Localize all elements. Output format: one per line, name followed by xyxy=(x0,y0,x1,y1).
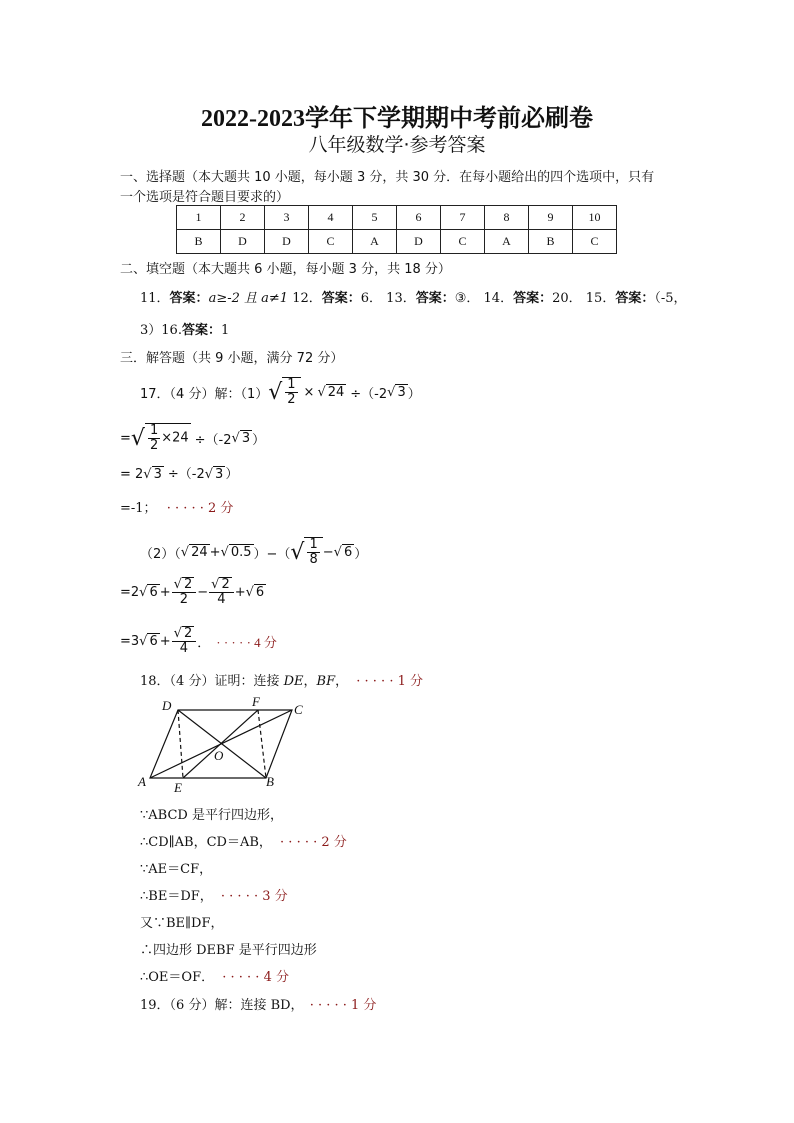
q17-part2-line1 xyxy=(140,532,367,572)
table-cell: C xyxy=(309,230,353,254)
minus-sign: − xyxy=(322,544,334,560)
section3-heading: 三．解答题（共 9 小题，满分 72 分） xyxy=(120,351,344,366)
frac-numerator: 1 xyxy=(287,377,296,393)
label-o: O xyxy=(214,748,224,763)
minus-sign: − xyxy=(197,584,209,600)
table-cell: 4 xyxy=(309,206,353,230)
q17-part2-line2 xyxy=(120,572,266,612)
fill-answers-line2 xyxy=(140,319,229,338)
table-cell: 9 xyxy=(529,206,573,230)
radicand: 3 xyxy=(397,385,406,400)
frac-numerator: 1 xyxy=(149,423,159,439)
q11-number: 11． xyxy=(140,291,170,306)
table-cell: D xyxy=(397,230,441,254)
radicand: 2 xyxy=(183,626,193,642)
step-text: ∴CD∥AB，CD＝AB， xyxy=(140,835,272,850)
section2-heading: 二、填空题（本大题共 6 小题，每小题 3 分，共 18 分） xyxy=(120,262,451,277)
q17-part2-line3 xyxy=(120,621,277,661)
label-f: F xyxy=(252,694,260,709)
fraction xyxy=(209,577,234,606)
plus-sign: + xyxy=(234,584,246,600)
q18-step2 xyxy=(140,831,347,850)
q18-step3: ∵AE＝CF， xyxy=(140,862,213,877)
q11-answer: a≥-2 且 a≠1 xyxy=(208,291,289,306)
sqrt-sign: √ xyxy=(204,467,214,482)
expr-prefix: = 2 xyxy=(120,467,144,482)
answer-label: 答案： xyxy=(321,291,361,306)
score-mark: · · · · · 3 分 xyxy=(220,889,288,904)
table-cell: 7 xyxy=(441,206,485,230)
table-cell: 1 xyxy=(177,206,221,230)
plus-sign: + xyxy=(209,544,221,560)
sqrt-sign: √ xyxy=(173,626,182,642)
radicand xyxy=(304,537,322,566)
segment-de-dashed xyxy=(178,710,183,778)
sqrt-sign: √ xyxy=(333,544,342,560)
q15-answer: （-5， xyxy=(654,291,687,306)
table-cell: 5 xyxy=(353,206,397,230)
times-sign: × xyxy=(303,384,315,400)
q19-label: 19．（6 分）解：连接 BD， xyxy=(140,998,304,1013)
step-text: ∴BE＝DF， xyxy=(140,889,213,904)
answer-table xyxy=(176,205,617,254)
paren-close: ） xyxy=(225,467,239,482)
table-cell: A xyxy=(485,230,529,254)
radicand: 24 xyxy=(191,545,208,560)
segment-bf-dashed xyxy=(258,710,266,778)
comma: ， xyxy=(335,674,349,689)
fraction xyxy=(172,577,197,606)
page-title: 2022-2023学年下学期期中考前必刷卷 xyxy=(201,106,593,132)
answer-table-number-row xyxy=(177,206,617,230)
answer-label: 答案： xyxy=(415,291,455,306)
sqrt-sign: √ xyxy=(231,430,240,446)
answer-label: 答案： xyxy=(169,291,209,306)
frac-denominator: 4 xyxy=(179,641,189,656)
q14-answer: 20． xyxy=(552,291,582,306)
result-text: =-1； xyxy=(120,501,157,516)
table-cell: C xyxy=(573,230,617,254)
plus-sign: + xyxy=(159,584,171,600)
sqrt-sign: √ xyxy=(220,544,229,560)
q17-line3 xyxy=(120,463,238,482)
q16-answer: 1 xyxy=(220,323,230,338)
divide-text: ÷（-2 xyxy=(194,432,232,448)
q17-line2 xyxy=(120,418,265,458)
frac-denominator: 8 xyxy=(309,552,318,567)
answer-label: 答案： xyxy=(181,323,221,338)
label-e: E xyxy=(174,780,182,795)
frac-denominator: 4 xyxy=(217,592,226,607)
q18-step6: ∴四边形 DEBF 是平行四边形 xyxy=(140,943,317,958)
times-24: ×24 xyxy=(161,431,189,446)
frac-numerator: 1 xyxy=(309,537,318,553)
radicand: 2 xyxy=(221,577,230,593)
step-text: ∴OE＝OF． xyxy=(140,970,215,985)
radicand: 3 xyxy=(215,467,224,482)
paren-close: ） xyxy=(407,386,421,402)
label-c: C xyxy=(294,702,303,717)
q16-number: 3）16. xyxy=(140,323,182,338)
table-cell: 2 xyxy=(221,206,265,230)
sqrt-sign: √ xyxy=(245,584,254,600)
radicand: 0.5 xyxy=(230,545,252,560)
sqrt-sign: √ xyxy=(143,467,152,482)
score-mark: · · · · · 2 分 xyxy=(280,835,347,850)
sqrt-sign: √ xyxy=(130,425,145,451)
score-mark: · · · · · 4 分 xyxy=(222,970,289,985)
plus-sign: + xyxy=(159,633,171,649)
sqrt-sign: √ xyxy=(180,544,190,560)
frac-denominator: 2 xyxy=(287,392,296,407)
score-mark: · · · · · 1 分 xyxy=(309,998,377,1013)
label-b: B xyxy=(266,774,274,789)
fraction xyxy=(172,626,197,655)
q18-line1 xyxy=(140,670,423,689)
label-a: A xyxy=(138,774,146,789)
parallelogram-figure xyxy=(130,690,320,800)
divide-text: ÷（-2 xyxy=(350,386,388,402)
q18-step4 xyxy=(140,885,288,904)
paren-close: ） xyxy=(354,546,368,562)
q17-label: 17．（4 分）解：（1） xyxy=(140,386,269,402)
q18-label: 18．（4 分）证明：连接 xyxy=(140,674,280,689)
q15-number: 15． xyxy=(581,291,616,306)
expr-prefix: =3 xyxy=(120,633,140,649)
table-cell: 8 xyxy=(485,206,529,230)
fill-answers-line1 xyxy=(140,287,687,306)
segment-bf: BF xyxy=(316,674,336,689)
section1-heading-line1: 一、选择题（本大题共 10 小题，每小题 3 分，共 30 分．在每小题给出的四个选项中，只有 xyxy=(120,170,655,185)
sqrt-sign: √ xyxy=(387,384,396,400)
radicand: 6 xyxy=(343,545,353,560)
q17-line1 xyxy=(140,372,421,412)
q14-number: 14． xyxy=(479,291,514,306)
table-cell: B xyxy=(177,230,221,254)
section1-heading-line2: 一个选项是符合题目要求的） xyxy=(120,190,290,205)
table-cell: B xyxy=(529,230,573,254)
radicand xyxy=(282,377,300,406)
score-mark: · · · · · 4 分 xyxy=(216,634,277,650)
segment-fe xyxy=(183,710,258,778)
table-cell: 3 xyxy=(265,206,309,230)
page-subtitle: 八年级数学·参考答案 xyxy=(308,134,486,156)
table-cell: A xyxy=(353,230,397,254)
frac-denominator: 2 xyxy=(149,438,159,453)
q12-number: 12． xyxy=(288,291,322,306)
radicand: 24 xyxy=(327,385,345,400)
sqrt-sign: √ xyxy=(173,577,182,593)
paren-close: ） xyxy=(252,432,266,448)
q19-line1 xyxy=(140,994,376,1013)
sqrt-sign: √ xyxy=(211,577,220,593)
answer-label: 答案： xyxy=(513,291,553,306)
sqrt-sign: √ xyxy=(268,379,283,405)
radicand: 6 xyxy=(255,585,265,600)
table-cell: D xyxy=(221,230,265,254)
sqrt-sign: √ xyxy=(139,584,148,600)
radicand: 3 xyxy=(153,467,162,482)
score-mark: · · · · · 2 分 xyxy=(166,501,234,516)
divide-text: ÷（-2 xyxy=(167,467,205,482)
table-cell: 6 xyxy=(397,206,441,230)
q13-number: 13． xyxy=(382,291,416,306)
table-cell: C xyxy=(441,230,485,254)
q12-answer: 6． xyxy=(360,291,383,306)
table-cell: 10 xyxy=(573,206,617,230)
q18-step1: ∵ABCD 是平行四边形， xyxy=(140,808,283,823)
period: ． xyxy=(197,635,211,651)
radicand: 3 xyxy=(241,431,251,446)
score-mark: · · · · · 1 分 xyxy=(356,674,423,689)
q13-answer: ③． xyxy=(454,291,480,306)
sqrt-sign: √ xyxy=(290,539,305,565)
q18-step5: 又∵BE∥DF， xyxy=(140,916,224,931)
expr-prefix: =2 xyxy=(120,584,140,600)
q17-line4 xyxy=(120,497,233,516)
table-cell: D xyxy=(265,230,309,254)
segment-de: DE xyxy=(283,674,304,689)
radicand: 2 xyxy=(183,577,193,593)
minus-paren: ）−（ xyxy=(253,546,291,562)
part2-label: （2）（ xyxy=(140,546,181,562)
answer-table-answer-row xyxy=(177,230,617,254)
radicand: 6 xyxy=(149,585,158,600)
label-d: D xyxy=(162,698,172,713)
sqrt-sign: √ xyxy=(317,384,326,400)
answer-label: 答案： xyxy=(615,291,655,306)
radicand: 6 xyxy=(149,634,158,649)
q18-step7 xyxy=(140,966,289,985)
comma: ， xyxy=(303,674,317,689)
frac-denominator: 2 xyxy=(179,592,189,607)
sqrt-sign: √ xyxy=(139,633,148,649)
radicand xyxy=(145,423,191,452)
equals-sign: = xyxy=(120,430,131,446)
